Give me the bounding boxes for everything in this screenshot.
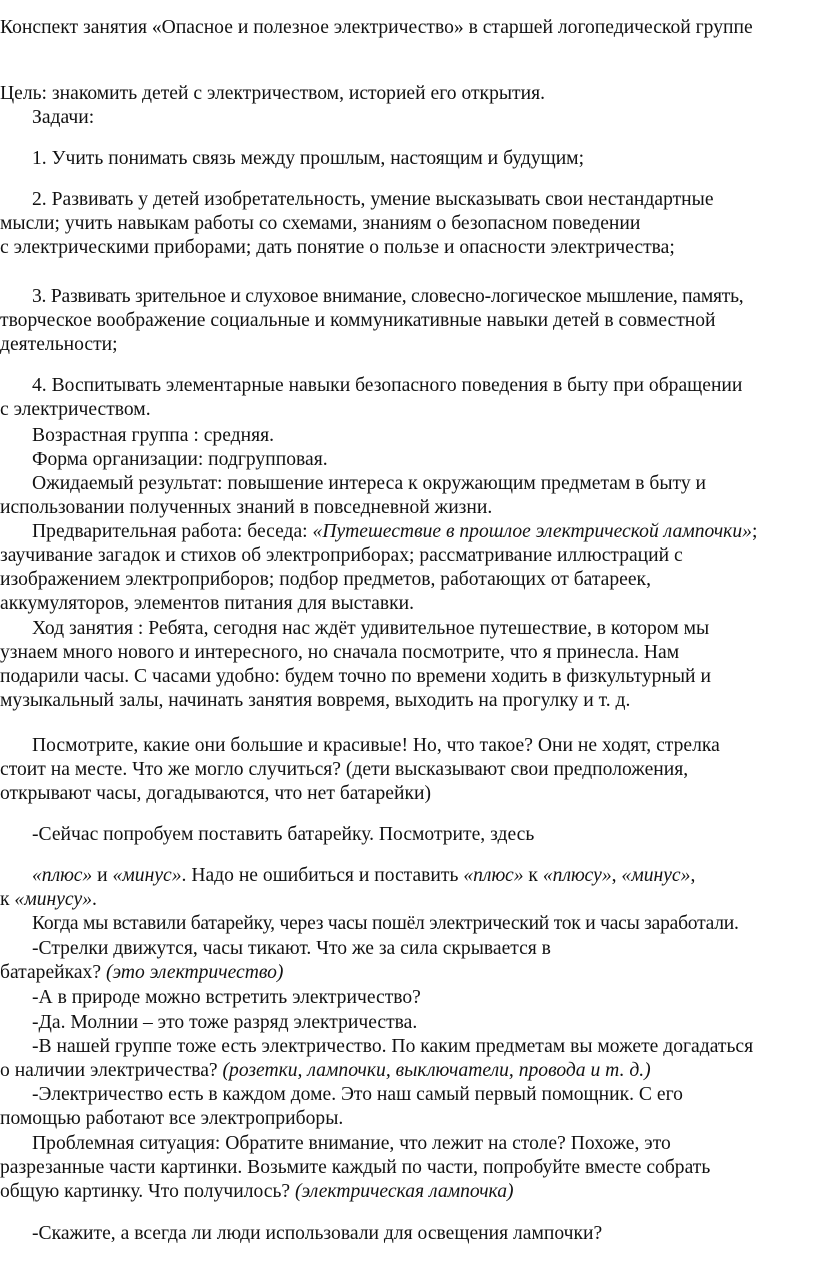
period-text: . <box>92 889 97 910</box>
and-text: и <box>92 865 113 886</box>
closing-question: -Скажите, а всегда ли люди использовали для освещения лампочки? <box>32 1223 603 1244</box>
preliminary-work-line: изображением электроприборов; подбор предметов, работающих от батареек, <box>0 569 651 590</box>
tasks-heading: Задачи: <box>32 107 95 128</box>
arrows-line: -Стрелки движутся, часы тикают. Что же за сила скрывается в <box>32 938 551 959</box>
plus-minus-line <box>0 888 816 912</box>
lightning-answer: -Да. Молнии – это тоже разряд электричества. <box>32 1012 418 1033</box>
every-house-line: помощью работают все электроприборы. <box>0 1108 344 1129</box>
group-question-line: -В нашей группе тоже есть электричество. По каким предметам вы можете догадаться <box>32 1036 754 1057</box>
minus-term: «минус» <box>621 865 691 886</box>
answer-text: (розетки, лампочки, выключатели, провода и т. д.) <box>222 1060 651 1081</box>
to-text: к <box>523 865 543 886</box>
lesson-course-line: Ход занятия : Ребята, сегодня нас ждёт удивительное путешествие, в котором мы <box>32 618 710 639</box>
task-2-line: 2. Развивать у детей изобретательность, умение высказывать свои нестандартные <box>32 189 714 210</box>
try-battery-line: -Сейчас попробуем поставить батарейку. Посмотрите, здесь <box>32 824 535 845</box>
task-2-line: с электрическими приборами; дать понятие о пользе и опасности электричества; <box>0 237 675 258</box>
comma-text: , <box>611 865 622 886</box>
answer-text: (электрическая лампочка) <box>295 1181 514 1202</box>
age-group: Возрастная группа : средняя. <box>32 425 275 446</box>
expected-result-line: Ожидаемый результат: повышение интереса к окружающим предметам в быту и <box>32 473 707 494</box>
preliminary-work-line <box>32 520 816 544</box>
look-paragraph-line: стоит на месте. Что же могло случиться? (дети высказывают свои предположения, <box>0 759 689 780</box>
group-question-line <box>0 1059 816 1083</box>
preliminary-punct: ; <box>751 521 758 542</box>
organization-form: Форма организации: подгрупповая. <box>32 449 328 470</box>
task-4-line: с электричеством. <box>0 399 151 420</box>
nature-question: -А в природе можно встретить электричество? <box>32 987 421 1008</box>
problem-situation-line <box>0 1180 816 1204</box>
arrows-line <box>0 961 816 985</box>
task-3-line: деятельности; <box>0 334 118 355</box>
task-1: 1. Учить понимать связь между прошлым, настоящим и будущим; <box>32 148 585 169</box>
comma-text: , <box>690 865 696 886</box>
question-text: о наличии электричества? <box>0 1060 223 1081</box>
lesson-course-line: музыкальный залы, начинать занятия вовремя, выходить на прогулку и т. д. <box>0 690 631 711</box>
to-plus-term: «плюсу» <box>542 865 612 886</box>
preliminary-topic: «Путешествие в прошлое электрической лампочки» <box>312 521 752 542</box>
task-4-line: 4. Воспитывать элементарные навыки безопасного поведения в быту при обращении <box>32 375 743 396</box>
plus-term: «плюс» <box>463 865 524 886</box>
preliminary-label: Предварительная работа: беседа: <box>32 521 313 542</box>
answer-text: (это электричество) <box>105 962 284 983</box>
problem-situation-line: разрезанные части картинки. Возьмите каждый по части, попробуйте вместе собрать <box>0 1157 711 1178</box>
task-3-line: творческое воображение социальные и коммуникативные навыки детей в совместной <box>0 310 716 331</box>
lesson-course-line: узнаем много нового и интересного, но сначала посмотрите, что я принесла. Нам <box>0 642 680 663</box>
instruction-text: . Надо не ошибиться и поставить <box>181 865 464 886</box>
plus-term: «плюс» <box>32 865 93 886</box>
task-2-line: мысли; учить навыкам работы со схемами, знаниям о безопасном поведении <box>0 213 641 234</box>
question-text: общую картинку. Что получилось? <box>0 1181 296 1202</box>
preliminary-work-line: аккумуляторов, элементов питания для выставки. <box>0 593 415 614</box>
look-paragraph-line: Посмотрите, какие они большие и красивые! Но, что такое? Они не ходят, стрелка <box>32 735 720 756</box>
goal-text: Цель: знакомить детей с электричеством, историей его открытия. <box>0 83 545 104</box>
document-title: Конспект занятия «Опасное и полезное электричество» в старшей логопедической группе <box>0 17 753 38</box>
every-house-line: -Электричество есть в каждом доме. Это наш самый первый помощник. С его <box>32 1084 683 1105</box>
task-3-line: 3. Развивать зрительное и слуховое внимание, словесно-логическое мышление, память, <box>32 286 744 307</box>
lesson-course-line: подарили часы. С часами удобно: будем точно по времени ходить в физкультурный и <box>0 666 711 687</box>
to-text: к <box>0 889 15 910</box>
minus-term: «минус» <box>112 865 182 886</box>
to-minus-term: «минусу» <box>14 889 92 910</box>
battery-inserted-line: Когда мы вставили батарейку, через часы пошёл электрический ток и часы заработали. <box>32 913 739 934</box>
plus-minus-line <box>32 864 816 888</box>
preliminary-work-line: заучивание загадок и стихов об электроприборах; рассматривание иллюстраций с <box>0 545 683 566</box>
expected-result-line: использовании полученных знаний в повседневной жизни. <box>0 497 493 518</box>
problem-situation-line: Проблемная ситуация: Обратите внимание, что лежит на столе? Похоже, это <box>32 1133 671 1154</box>
look-paragraph-line: открывают часы, догадываются, что нет батарейки) <box>0 783 431 804</box>
question-text: батарейках? <box>0 962 106 983</box>
